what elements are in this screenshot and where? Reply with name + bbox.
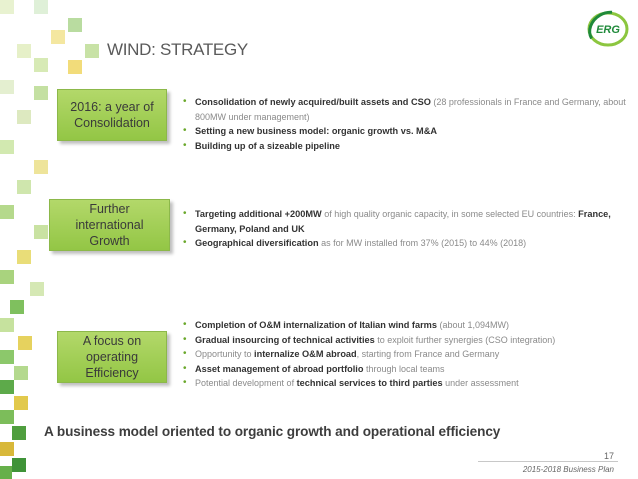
footer-text: 2015-2018 Business Plan <box>522 465 614 474</box>
page-title: WIND: STRATEGY <box>107 40 248 59</box>
list-item: • Geographical diversification as for MW installed from 37% (2015) to 44% (2018) <box>183 237 527 248</box>
list-item: • Consolidation of newly acquired/built assets and CSO (28 professionals in France and Germany, about 800MW under management) <box>183 96 626 122</box>
svg-text:ERG: ERG <box>596 24 620 36</box>
bullet-list-growth <box>181 207 631 251</box>
bullet-list-efficiency <box>181 318 631 391</box>
footer-divider <box>478 461 618 462</box>
list-item: • Opportunity to internalize O&M abroad, starting from France and Germany <box>183 348 500 359</box>
page-number: 17 <box>603 451 614 461</box>
list-item: • Building up of a sizeable pipeline <box>183 139 340 151</box>
section-label-efficiency: A focus on operating Efficiency <box>57 331 167 383</box>
tagline: A business model oriented to organic growth and operational efficiency <box>44 424 501 439</box>
bullet-list-consolidation <box>181 95 631 153</box>
list-item: • Completion of O&M internalization of Italian wind farms (about 1,094MW) <box>183 319 509 330</box>
list-item: • Asset management of abroad portfolio through local teams <box>183 362 445 374</box>
section-label-consolidation: 2016: a year of Consolidation <box>57 89 167 141</box>
list-item: • Potential development of technical services to third parties under assessment <box>183 377 519 388</box>
erg-logo <box>586 10 630 48</box>
section-label-growth: Further international Growth <box>49 199 170 251</box>
list-item: • Setting a new business model: organic growth vs. M&A <box>183 125 437 136</box>
list-item: • Targeting additional +200MW of high quality organic capacity, in some selected EU countries: France, Germany, Poland and UK <box>183 208 611 234</box>
list-item: • Gradual insourcing of technical activities to exploit further synergies (CSO integration) <box>183 333 556 345</box>
